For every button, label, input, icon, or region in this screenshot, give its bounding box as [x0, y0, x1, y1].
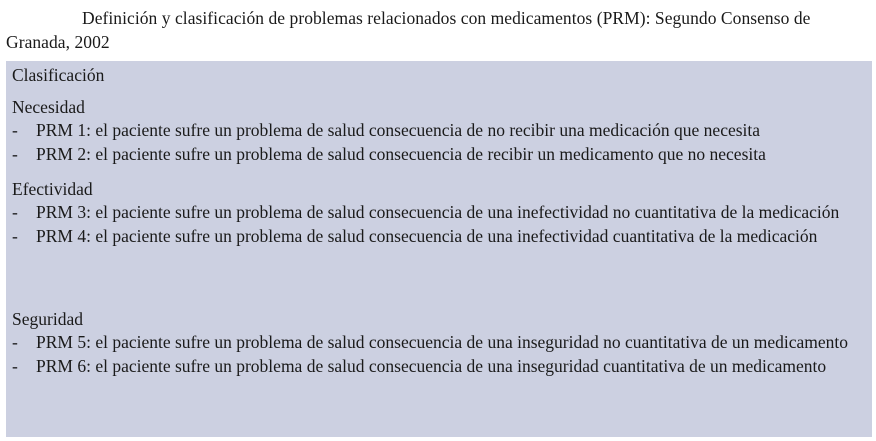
bullet-dash: -	[12, 355, 18, 376]
list-item	[12, 143, 862, 166]
list-item-text: PRM 4: el paciente sufre un problema de salud consecuencia de una inefectividad cuantitativa de la medicación	[36, 225, 818, 246]
bullet-dash: -	[12, 202, 18, 222]
section-title: Necesidad	[12, 97, 85, 117]
list-item-text: PRM 1: el paciente sufre un problema de salud consecuencia de no recibir una medicación que necesita	[36, 120, 761, 140]
table-header: Clasificación	[12, 65, 105, 85]
list-item	[12, 119, 862, 142]
list-item	[12, 355, 862, 378]
bullet-dash: -	[12, 120, 18, 140]
list-item	[12, 225, 862, 248]
list-item	[12, 201, 862, 224]
list-item-text: PRM 3: el paciente sufre un problema de salud consecuencia de una inefectividad no cuantitativa de la medicación	[36, 202, 840, 222]
section-necesidad	[12, 96, 862, 165]
list-item	[12, 331, 862, 354]
classification-table	[6, 61, 872, 437]
bullet-dash: -	[12, 332, 18, 352]
list-item-text: PRM 2: el paciente sufre un problema de salud consecuencia de recibir un medicamento que no necesita	[36, 143, 766, 164]
section-title: Seguridad	[12, 309, 83, 329]
list-item-text: PRM 5: el paciente sufre un problema de salud consecuencia de una inseguridad no cuantitativa de un medicamento	[36, 332, 849, 352]
bullet-dash: -	[12, 225, 18, 246]
section-seguridad	[12, 308, 862, 377]
list-item-text: PRM 6: el paciente sufre un problema de salud consecuencia de una inseguridad cuantitativa de un medicamento	[36, 355, 827, 376]
bullet-dash: -	[12, 143, 18, 164]
section-title: Efectividad	[12, 179, 93, 199]
table-caption: Definición y clasificación de problemas relacionados con medicamentos (PRM): Segundo Consenso de Granada, 2002	[6, 8, 811, 52]
section-efectividad	[12, 178, 862, 247]
